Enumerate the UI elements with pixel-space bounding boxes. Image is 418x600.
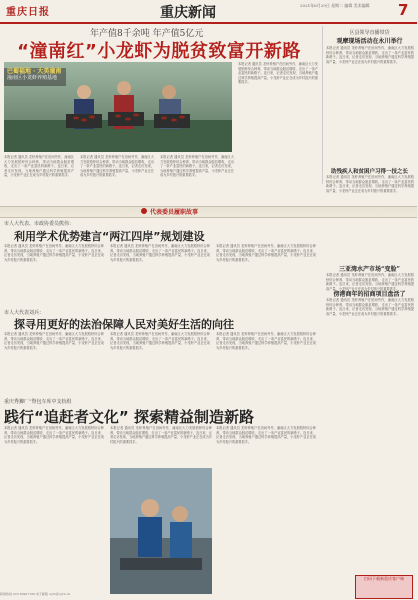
story2-kicker: 市人大代表、市政协委员熊伟： [4,221,75,227]
story2-body-2: 本报记者 通讯员 龙虾养殖户在田间劳作，潼南区大力发展稻虾综合种养，带动当地群众脱贫增收，走出了一条产业富民的新路子。连日来，记者走访发现，当地养殖户通过科学养殖提高产量，小龙虾产业正在成为乡村振兴的重要抓手。 [110,244,210,262]
photo-caption-tag [4,68,66,86]
footer-info: 新闻热线 023-63907199 电子邮箱 cqrb@cqrb.cn [0,592,71,596]
right-subtitle: 区县领导直播带货 [349,30,390,36]
lead-subtitle: 年产值8千余吨 年产值5亿元 [90,29,204,39]
story3-headline: 探寻用更好的法治保障人民对美好生活的向往 [14,318,234,331]
story4-body-2: 本报记者 通讯员 龙虾养殖户在田间劳作，潼南区大力发展稻虾综合种养，带动当地群众脱贫增收，走出了一条产业富民的新路子。连日来，记者走访发现，当地养殖户通过科学养殖提高产量，小龙虾产业正在成为乡村振兴的重要抓手。 [110,426,212,444]
story2-headline: 利用学术优势建言“两江四岸”规划建设 [14,230,205,243]
date-line: 2021年6月29日 星期二 编辑 美术编辑 [300,3,370,8]
story4-headline: 践行“追赶者文化” 探索精益制造新路 [4,408,254,426]
photo-tag-sub: 潼南区小龙虾养殖基地 [7,75,58,81]
right-headline: 观摩现场活动在永川举行 [336,38,403,45]
lead-body-col-4: 本报记者 通讯员 龙虾养殖户在田间劳作，潼南区大力发展稻虾综合种养，带动当地群众脱贫增收，走出了一条产业富民的新路子。连日来，记者走访发现，当地养殖户通过科学养殖提高产量，小龙虾产业正在成为乡村振兴的重要抓手。 [238,62,318,85]
right-body-2: 本报记者 通讯员 龙虾养殖户在田间劳作，潼南区大力发展稻虾综合种养，带动当地群众脱贫增收，走出了一条产业富民的新路子。连日来，记者走访发现，当地养殖户通过科学养殖提高产量，小龙虾产业正在成为乡村振兴的重要抓手。 [326,175,414,193]
story4-photo [110,468,212,594]
page-number: 7 [398,1,409,19]
banner-text: 代表委员履职故事 [150,209,199,216]
right-body-4: 本报记者 通讯员 龙虾养殖户在田间劳作，潼南区大力发展稻虾综合种养，带动当地群众脱贫增收，走出了一条产业富民的新路子。连日来，记者走访发现，当地养殖户通过科学养殖提高产量，小龙虾产业正在成为乡村振兴的重要抓手。 [326,298,414,316]
story4-kicker: 重庆秀狮厂“脊包车库中支杭组 [4,399,72,405]
photo-tag-title: 巴蜀福地 · 大美潼南 [7,68,62,75]
newspaper-logo: 重庆日报 [6,7,50,18]
right-body-3: 本报记者 通讯员 龙虾养殖户在田间劳作，潼南区大力发展稻虾综合种养，带动当地群众脱贫增收，走出了一条产业富民的新路子。连日来，记者走访发现，当地养殖户通过科学养殖提高产量，小龙虾产业正在成为乡村振兴的重要抓手。 [326,273,414,291]
lead-body-col-1: 本报记者 通讯员 龙虾养殖户在田间劳作，潼南区大力发展稻虾综合种养，带动当地群众脱贫增收，走出了一条产业富民的新路子。连日来，记者走访发现，当地养殖户通过科学养殖提高产量，小龙虾产业正在成为乡村振兴的重要抓手。 [4,155,74,178]
lead-body-col-2: 本报记者 通讯员 龙虾养殖户在田间劳作，潼南区大力发展稻虾综合种养，带动当地群众脱贫增收，走出了一条产业富民的新路子。连日来，记者走访发现，当地养殖户通过科学养殖提高产量，小龙虾产业正在成为乡村振兴的重要抓手。 [80,155,154,178]
section-title: 重庆新闻 [160,5,216,21]
story4-body-1: 本报记者 通讯员 龙虾养殖户在田间劳作，潼南区大力发展稻虾综合种养，带动当地群众脱贫增收，走出了一条产业富民的新路子。连日来，记者走访发现，当地养殖户通过科学养殖提高产量，小龙虾产业正在成为乡村振兴的重要抓手。 [4,426,104,444]
section-banner [0,206,417,218]
story2-body-3: 本报记者 通讯员 龙虾养殖户在田间劳作，潼南区大力发展稻虾综合种养，带动当地群众脱贫增收，走出了一条产业富民的新路子。连日来，记者走访发现，当地养殖户通过科学养殖提高产量，小龙虾产业正在成为乡村振兴的重要抓手。 [216,244,316,262]
story2-body-1: 本报记者 通讯员 龙虾养殖户在田间劳作，潼南区大力发展稻虾综合种养，带动当地群众脱贫增收，走出了一条产业富民的新路子。连日来，记者走访发现，当地养殖户通过科学养殖提高产量，小龙虾产业正在成为乡村振兴的重要抓手。 [4,244,104,262]
right-subhead-3: 三亚湾水产市场“变脸” [339,266,400,273]
story4-body-3: 本报记者 通讯员 龙虾养殖户在田间劳作，潼南区大力发展稻虾综合种养，带动当地群众脱贫增收，走出了一条产业富民的新路子。连日来，记者走访发现，当地养殖户通过科学养殖提高产量，小龙虾产业正在成为乡村振兴的重要抓手。 [216,426,316,444]
story3-kicker: 市人大代表刘兵： [4,310,45,316]
banner-dot-icon [141,208,147,214]
story3-body-3: 本报记者 通讯员 龙虾养殖户在田间劳作，潼南区大力发展稻虾综合种养，带动当地群众脱贫增收，走出了一条产业富民的新路子。连日来，记者走访发现，当地养殖户通过科学养殖提高产量，小龙虾产业正在成为乡村振兴的重要抓手。 [216,332,316,350]
right-body: 本报记者 通讯员 龙虾养殖户在田间劳作，潼南区大力发展稻虾综合种养，带动当地群众脱贫增收，走出了一条产业富民的新路子。连日来，记者走访发现，当地养殖户通过科学养殖提高产量，小龙虾产业正在成为乡村振兴的重要抓手。 [326,46,414,64]
right-subhead-4: 傍港商年的招商项目盘活了 [333,291,406,298]
lead-body-col-3: 本报记者 通讯员 龙虾养殖户在田间劳作，潼南区大力发展稻虾综合种养，带动当地群众脱贫增收，走出了一条产业富民的新路子。连日来，记者走访发现，当地养殖户通过科学养殖提高产量，小龙虾产业正在成为乡村振兴的重要抓手。 [160,155,234,178]
right-subhead-2: 助残疾人和贫困户习得一技之长 [330,169,408,175]
lead-headline: “潼南红”小龙虾为脱贫致富开新路 [17,41,301,62]
story3-body-2: 本报记者 通讯员 龙虾养殖户在田间劳作，潼南区大力发展稻虾综合种养，带动当地群众脱贫增收，走出了一条产业富民的新路子。连日来，记者走访发现，当地养殖户通过科学养殖提高产量，小龙虾产业正在成为乡村振兴的重要抓手。 [110,332,210,350]
qr-promo[interactable]: 扫码下载新重庆客户端 [355,575,413,599]
story3-body-1: 本报记者 通讯员 龙虾养殖户在田间劳作，潼南区大力发展稻虾综合种养，带动当地群众脱贫增收，走出了一条产业富民的新路子。连日来，记者走访发现，当地养殖户通过科学养殖提高产量，小龙虾产业正在成为乡村振兴的重要抓手。 [4,332,104,350]
